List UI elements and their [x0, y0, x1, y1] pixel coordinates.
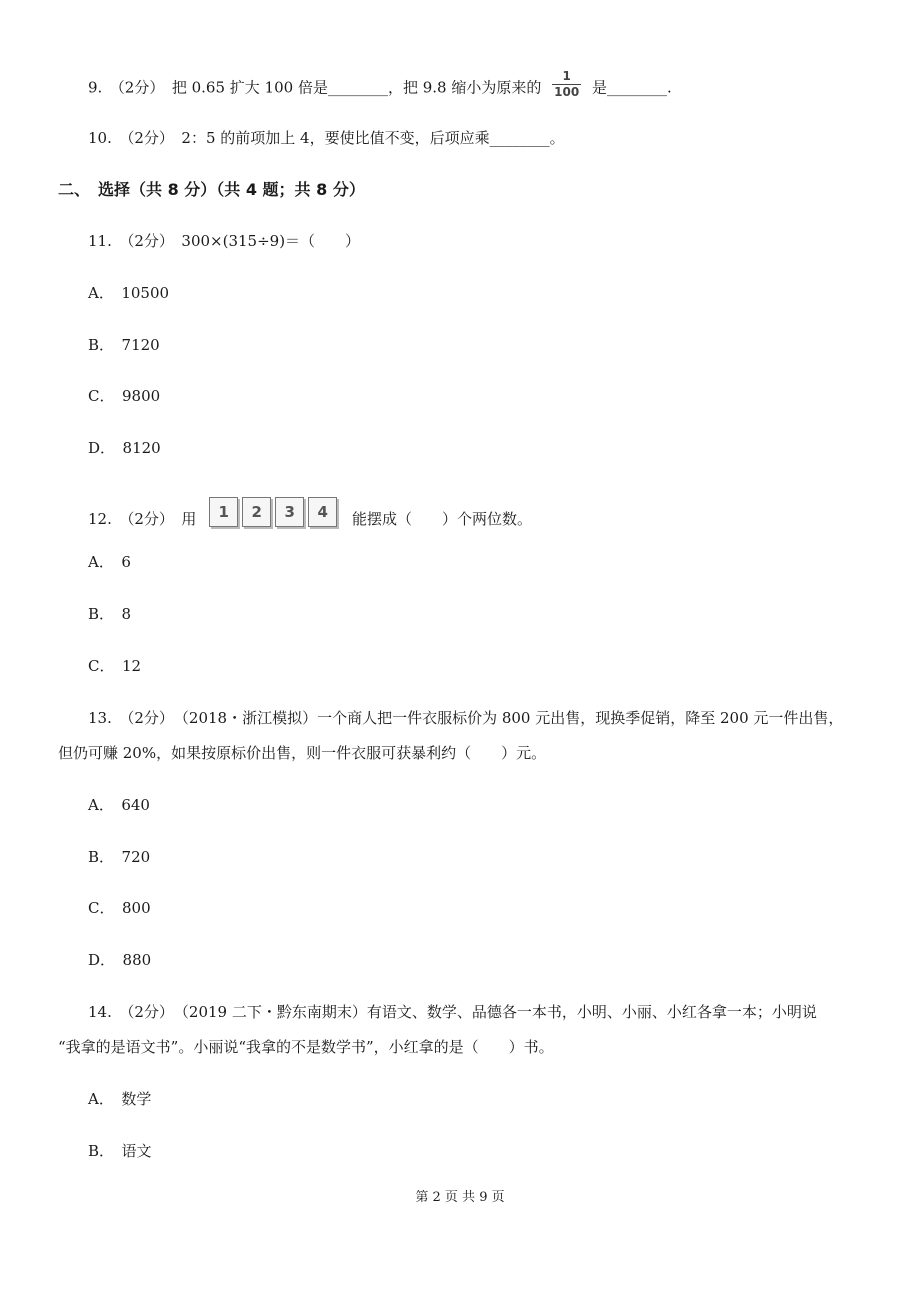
- question-13-option-c[interactable]: C． 800: [88, 899, 151, 917]
- question-10: 10. （2分） 2：5 的前项加上 4，要使比值不变，后项应乘________。: [88, 129, 565, 147]
- number-card-2: 2: [242, 497, 271, 527]
- question-12-stem: [88, 505, 532, 535]
- question-12-option-b[interactable]: B． 8: [88, 605, 132, 623]
- question-9-text-after: 是________.: [591, 78, 672, 97]
- question-14-line-1: 14. （2分） （2019 二下・黔东南期末）有语文、数学、品德各一本书，小明、小丽、小红各拿一本；小明说: [88, 1003, 817, 1021]
- question-12-option-c[interactable]: C． 12: [88, 657, 142, 675]
- number-card-4: 4: [308, 497, 337, 527]
- question-14-option-a[interactable]: A． 数学: [88, 1090, 152, 1108]
- question-13-option-b[interactable]: B． 720: [88, 848, 151, 866]
- question-11-option-d[interactable]: D． 8120: [88, 439, 161, 457]
- question-14-option-b[interactable]: B． 语文: [88, 1142, 152, 1160]
- question-12-text-before: 12. （2分） 用: [88, 510, 197, 528]
- fraction-denominator: 100: [554, 85, 580, 99]
- question-12-option-a[interactable]: A． 6: [88, 553, 131, 571]
- fraction-one-hundredth: [552, 70, 581, 99]
- question-12-text-after: 能摆成（ ）个两位数。: [351, 510, 532, 528]
- number-card-1: 1: [209, 497, 238, 527]
- question-9: [88, 69, 672, 103]
- fraction-numerator: 1: [562, 69, 571, 83]
- question-11-option-b[interactable]: B． 7120: [88, 336, 160, 354]
- question-11-stem: 11. （2分） 300×(315÷9)＝（ ）: [88, 232, 361, 250]
- question-11-option-a[interactable]: A． 10500: [88, 284, 170, 302]
- question-14-line-2: “我拿的是语文书”。小丽说“我拿的不是数学书”，小红拿的是（ ）书。: [58, 1038, 554, 1056]
- question-13-option-d[interactable]: D． 880: [88, 951, 152, 969]
- question-11-option-c[interactable]: C． 9800: [88, 387, 161, 405]
- question-13-line-1: 13. （2分） （2018・浙江模拟）一个商人把一件衣服标价为 800 元出售，现换季促销，降至 200 元一件出售，: [88, 709, 844, 727]
- number-card-3: 3: [275, 497, 304, 527]
- section-heading: 二、 选择（共 8 分）（共 4 题；共 8 分）: [58, 180, 365, 199]
- page-footer: 第 2 页 共 9 页: [415, 1190, 505, 1205]
- question-13-option-a[interactable]: A． 640: [88, 796, 150, 814]
- number-cards: [209, 497, 337, 527]
- question-9-text-before: 9. （2分） 把 0.65 扩大 100 倍是________，把 9.8 缩小为原来的: [88, 78, 542, 97]
- question-13-line-2: 但仍可赚 20%，如果按原标价出售，则一件衣服可获暴利约（ ）元。: [58, 744, 547, 762]
